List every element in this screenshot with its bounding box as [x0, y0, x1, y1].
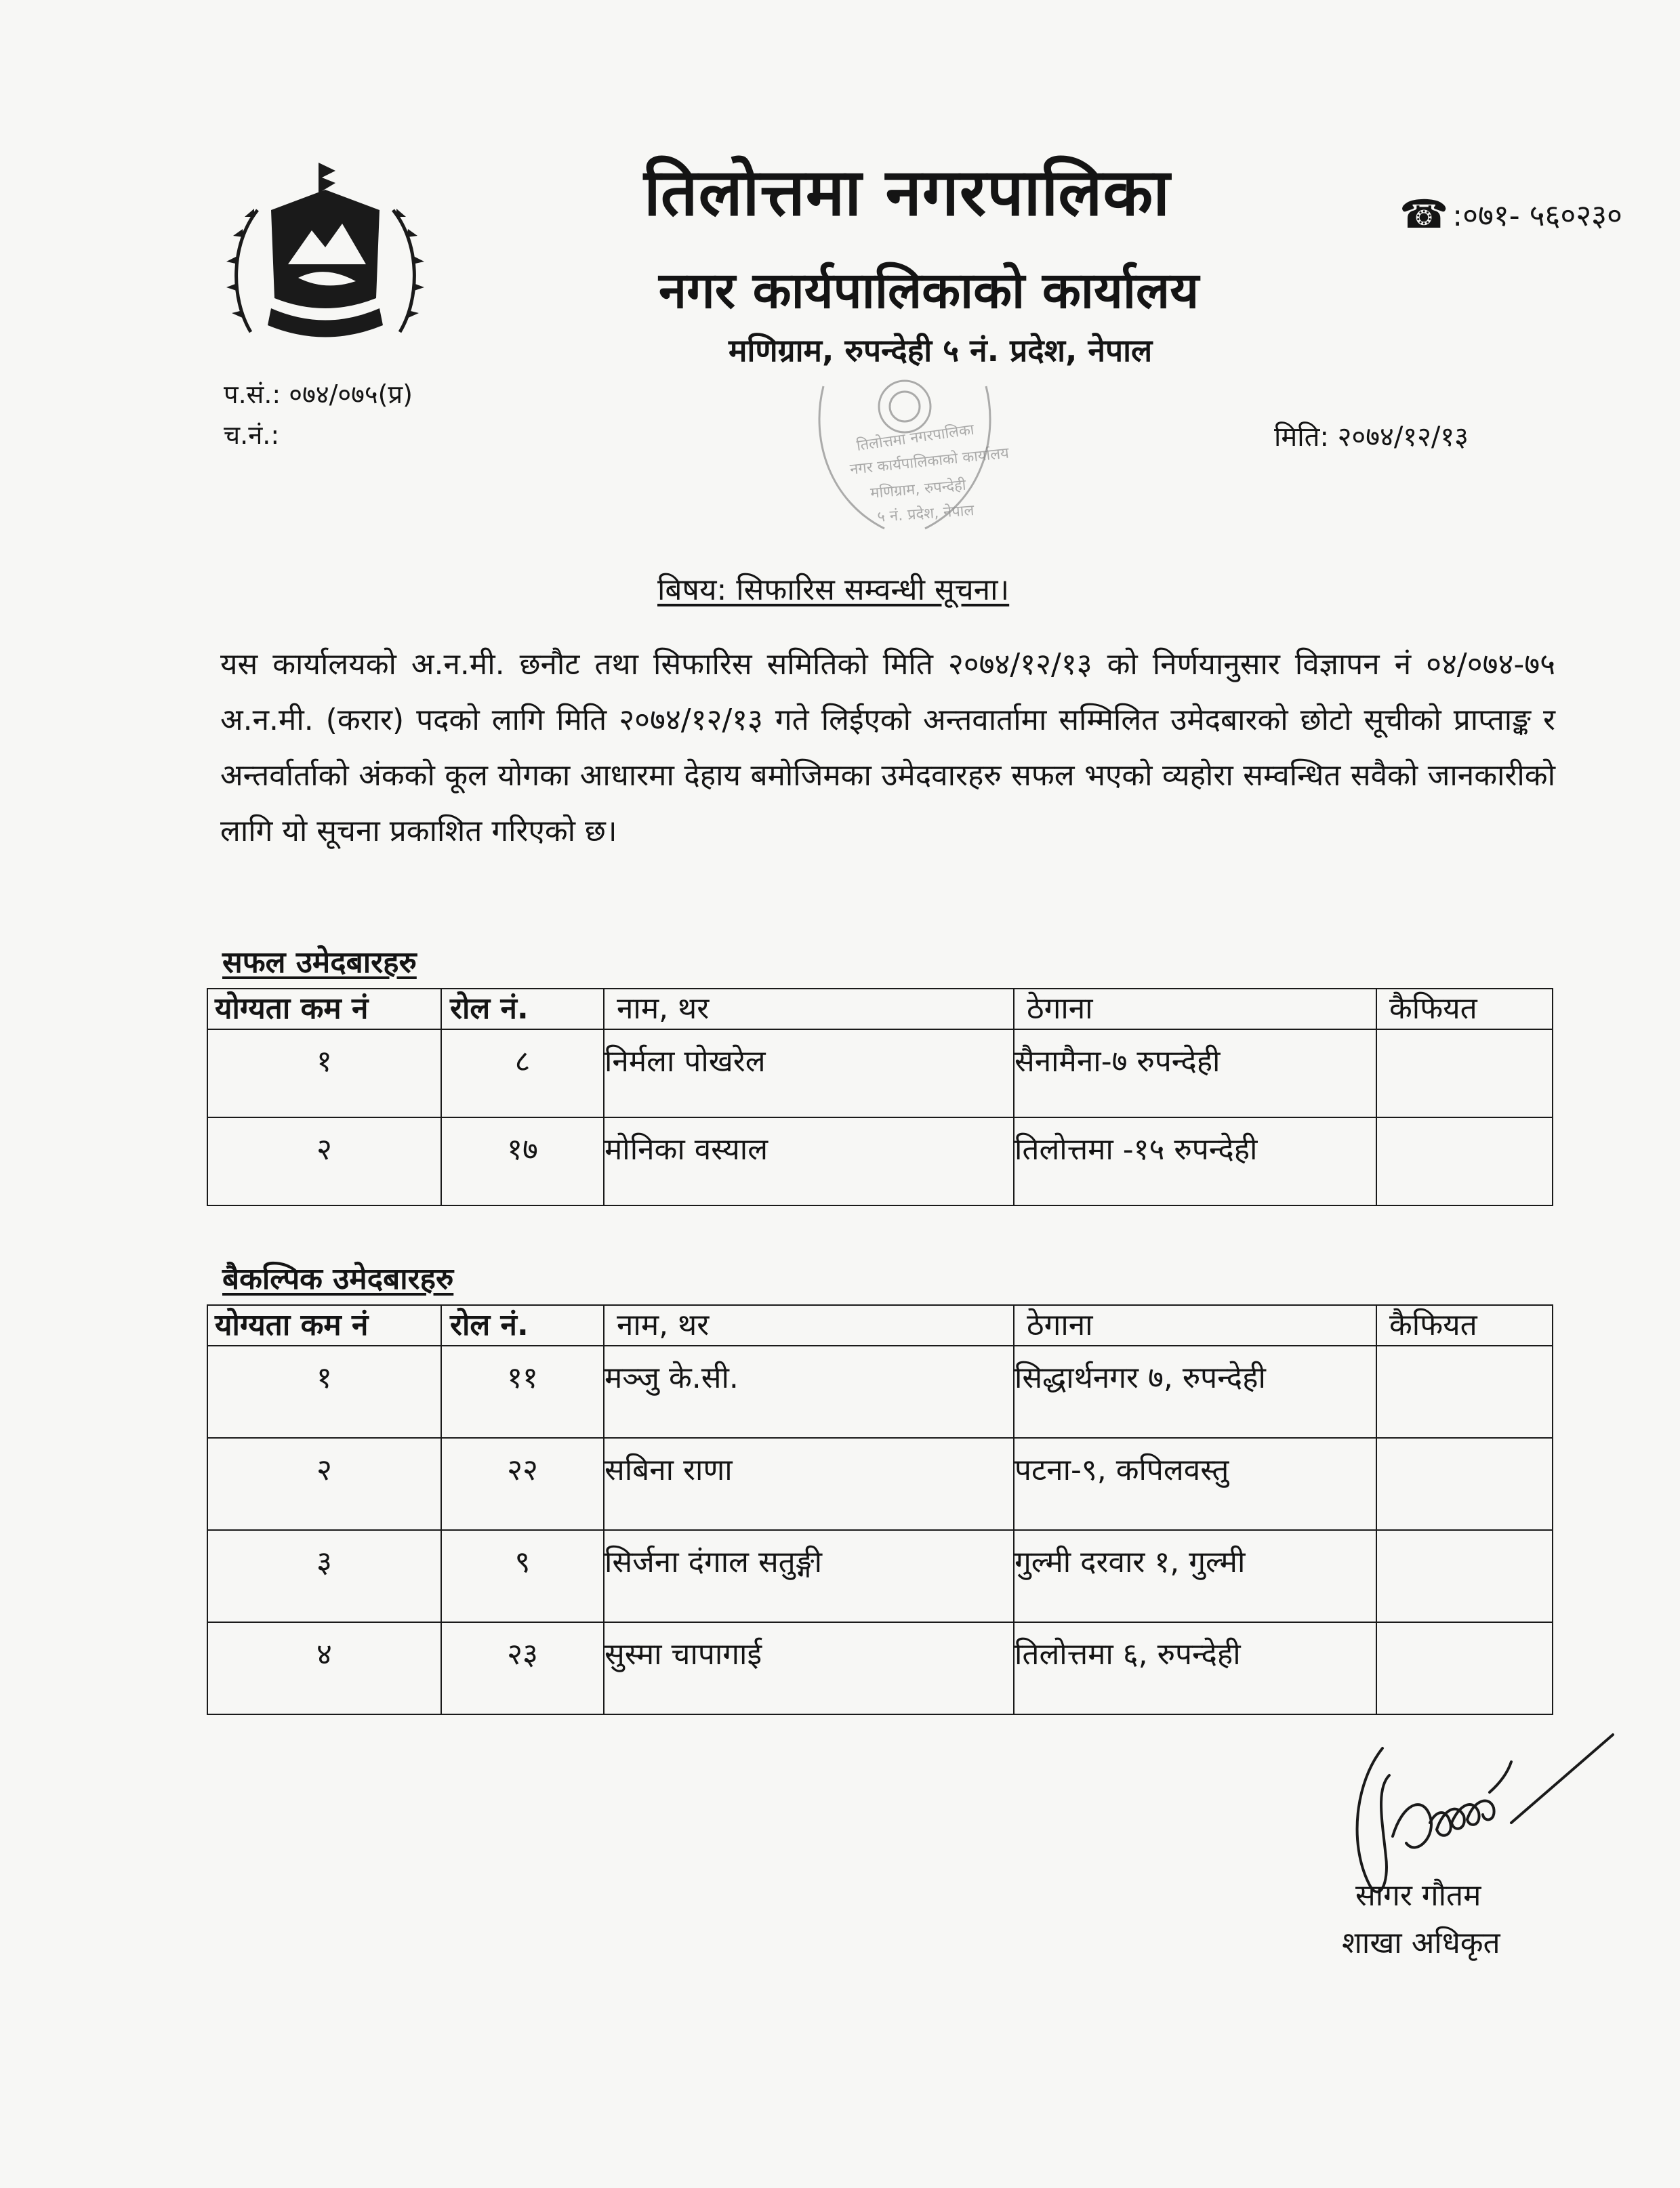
cell-address: सिद्धार्थनगर ७, रुपन्देही — [1014, 1346, 1376, 1438]
alternate-heading: बैकल्पिक उमेदबारहरु — [222, 1262, 454, 1296]
cell-roll: ९ — [441, 1530, 604, 1622]
cell-remarks — [1376, 1622, 1553, 1714]
cell-roll: ११ — [441, 1346, 604, 1438]
cell-address: पटना-९, कपिलवस्तु — [1014, 1438, 1376, 1530]
seal-line-3: मणिग्राम, रुपन्देही — [869, 476, 967, 502]
table-row — [207, 1029, 1553, 1117]
cell-remarks — [1376, 1346, 1553, 1438]
cell-roll: ८ — [441, 1029, 604, 1117]
successful-heading: सफल उमेदबारहरु — [222, 945, 417, 980]
office-address: मणिग्राम, रुपन्देही ५ नं. प्रदेश, नेपाल — [729, 332, 1153, 369]
notice-subject: बिषय: सिफारिस सम्वन्धी सूचना। — [657, 573, 1010, 607]
cell-name: सुस्मा चापागाई — [604, 1622, 1014, 1714]
reference-number: प.सं.: ०७४/०७५(प्र) — [224, 379, 413, 409]
col-rank: योग्यता कम नं — [207, 989, 441, 1029]
col-remarks: कैफियत — [1376, 1305, 1553, 1346]
cell-rank: २ — [207, 1117, 441, 1205]
cell-address: तिलोत्तमा ६, रुपन्देही — [1014, 1622, 1376, 1714]
table-row — [207, 1530, 1553, 1622]
cell-name: मञ्जु के.सी. — [604, 1346, 1014, 1438]
cell-remarks — [1376, 1438, 1553, 1530]
cell-address: गुल्मी दरवार १, गुल्मी — [1014, 1530, 1376, 1622]
cell-name: सिर्जना दंगाल सतुङ्गी — [604, 1530, 1014, 1622]
table-row — [207, 1346, 1553, 1438]
col-address: ठेगाना — [1014, 1305, 1376, 1346]
cell-rank: ४ — [207, 1622, 441, 1714]
office-subtitle: नगर कार्यपालिकाको कार्यालय — [659, 262, 1200, 320]
notice-body: यस कार्यालयको अ.न.मी. छनौट तथा सिफारिस समितिको मिति २०७४/१२/१३ को निर्णयानुसार विज्ञापन नं ०४/०७४-७५ अ.न.मी. (करार) पदको लागि मिति २०७४/१२/१३ गते लिईएको अन्तवार्तामा सम्मिलित उमेदबारको छोटो सूचीको प्राप्ताङ्क र अन्तर्वार्ताको अंकको कूल योगका आधारमा देहाय बमोजिमका उमेदवारहरु सफल भएको व्यहोरा सम्वन्धित सवैको जानकारीको लागि यो सूचना प्रकाशित गरिएको छ। — [220, 647, 1556, 848]
table-row — [207, 1622, 1553, 1714]
cell-name: सबिना राणा — [604, 1438, 1014, 1530]
table-row — [207, 1117, 1553, 1205]
cell-rank: १ — [207, 1029, 441, 1117]
table-header-row — [207, 989, 1553, 1029]
cell-remarks — [1376, 1029, 1553, 1117]
table-row — [207, 1438, 1553, 1530]
successful-table — [207, 988, 1553, 1206]
telephone-icon: ☎ — [1399, 191, 1449, 237]
signatory-name: सागर गौतम — [1355, 1878, 1481, 1913]
cell-address: तिलोत्तमा -१५ रुपन्देही — [1014, 1117, 1376, 1205]
seal-line-1: तिलोत्तमा नगरपालिका — [855, 421, 976, 455]
cell-rank: ३ — [207, 1530, 441, 1622]
phone-number — [1399, 191, 1622, 237]
cell-roll: २२ — [441, 1438, 604, 1530]
alternate-table — [207, 1304, 1553, 1715]
seal-line-4: ५ नं. प्रदेश, नेपाल — [876, 502, 975, 526]
cell-name: मोनिका वस्याल — [604, 1117, 1014, 1205]
table-header-row — [207, 1305, 1553, 1346]
col-name: नाम, थर — [604, 989, 1014, 1029]
cell-roll: १७ — [441, 1117, 604, 1205]
col-remarks: कैफियत — [1376, 989, 1553, 1029]
cell-roll: २३ — [441, 1622, 604, 1714]
phone-value: :०७१- ५६०२३० — [1452, 199, 1622, 233]
col-roll: रोल नं. — [441, 1305, 604, 1346]
cell-remarks — [1376, 1530, 1553, 1622]
nepal-emblem — [224, 163, 427, 359]
document-date: मिति: २०७४/१२/१३ — [1274, 421, 1469, 453]
cell-name: निर्मला पोखरेल — [604, 1029, 1014, 1117]
cell-remarks — [1376, 1117, 1553, 1205]
col-rank: योग्यता कम नं — [207, 1305, 441, 1346]
office-seal-stamp — [783, 359, 1027, 556]
office-title: तिलोत्तमा नगरपालिका — [644, 154, 1171, 230]
signatory-title: शाखा अधिकृत — [1342, 1926, 1500, 1960]
col-address: ठेगाना — [1014, 989, 1376, 1029]
col-name: नाम, थर — [604, 1305, 1014, 1346]
seal-line-2: नगर कार्यपालिकाको कार्यालय — [849, 445, 1010, 478]
cell-rank: १ — [207, 1346, 441, 1438]
cell-rank: २ — [207, 1438, 441, 1530]
col-roll: रोल नं. — [441, 989, 604, 1029]
cell-address: सैनामैना-७ रुपन्देही — [1014, 1029, 1376, 1117]
dispatch-number: च.नं.: — [224, 420, 280, 450]
